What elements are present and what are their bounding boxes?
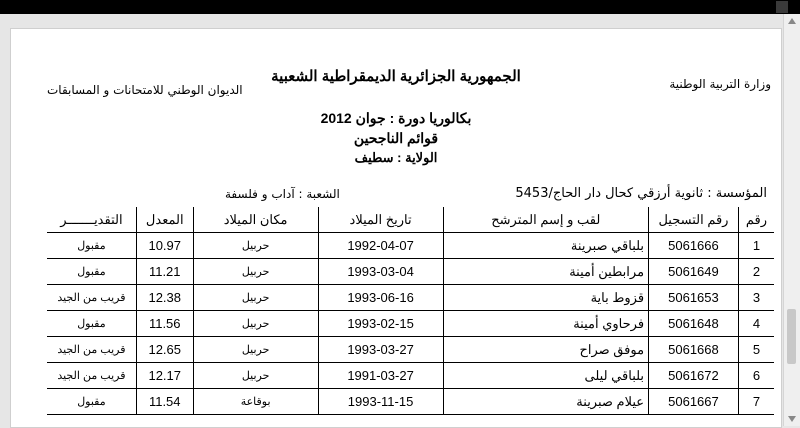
list-title: قوائم الناجحين xyxy=(353,130,439,146)
cell-average: 12.17 xyxy=(136,363,193,389)
cell-name: مرابطين أمينة xyxy=(443,259,649,285)
table-header-row xyxy=(47,207,774,233)
cell-birthplace: بوقاعة xyxy=(193,389,318,415)
cell-number: 7 xyxy=(738,389,774,415)
cell-average: 12.38 xyxy=(136,285,193,311)
cell-name: عيلام صبرينة xyxy=(443,389,649,415)
cell-average: 11.21 xyxy=(136,259,193,285)
cell-name: موفق صراح xyxy=(443,337,649,363)
results-table xyxy=(47,207,774,415)
col-number: رقم xyxy=(738,207,774,233)
cell-grade: مقبول xyxy=(47,389,136,415)
republic-title: الجمهورية الجزائرية الديمقراطية الشعبية xyxy=(271,68,521,85)
window-top-bar xyxy=(0,0,800,14)
cell-average: 12.65 xyxy=(136,337,193,363)
table-row xyxy=(47,233,774,259)
col-birthplace: مكان الميلاد xyxy=(193,207,318,233)
cell-registration: 5061666 xyxy=(649,233,739,259)
cell-name: قزوط باية xyxy=(443,285,649,311)
cell-number: 1 xyxy=(738,233,774,259)
table-row xyxy=(47,389,774,415)
cell-birthplace: حربيل xyxy=(193,285,318,311)
cell-registration: 5061668 xyxy=(649,337,739,363)
cell-birthdate: 1992-04-07 xyxy=(318,233,443,259)
cell-average: 11.54 xyxy=(136,389,193,415)
cell-grade: مقبول xyxy=(47,311,136,337)
cell-name: بلباقي ليلى xyxy=(443,363,649,389)
school-label: المؤسسة : ثانوية أرزقي كحال دار الحاج/5453 xyxy=(515,186,767,201)
cell-grade: مقبول xyxy=(47,233,136,259)
cell-number: 3 xyxy=(738,285,774,311)
table-row xyxy=(47,285,774,311)
cell-average: 10.97 xyxy=(136,233,193,259)
cell-birthdate: 1993-03-04 xyxy=(318,259,443,285)
cell-birthdate: 1991-03-27 xyxy=(318,363,443,389)
scroll-up-icon[interactable] xyxy=(788,18,796,24)
cell-name: فرحاوي أمينة xyxy=(443,311,649,337)
col-grade: التقديـــــــر xyxy=(47,207,136,233)
table-row xyxy=(47,311,774,337)
cell-number: 5 xyxy=(738,337,774,363)
vertical-scrollbar[interactable] xyxy=(783,14,800,426)
cell-birthplace: حربيل xyxy=(193,259,318,285)
table-row xyxy=(47,259,774,285)
cell-average: 11.56 xyxy=(136,311,193,337)
cell-registration: 5061653 xyxy=(649,285,739,311)
table-row xyxy=(47,337,774,363)
document-page xyxy=(10,28,782,428)
exam-session: بكالوريا دورة : جوان 2012 xyxy=(320,110,472,126)
cell-birthdate: 1993-02-15 xyxy=(318,311,443,337)
cell-grade: قريب من الجيد xyxy=(47,337,136,363)
cell-number: 2 xyxy=(738,259,774,285)
cell-grade: مقبول xyxy=(47,259,136,285)
col-birthdate: تاريخ الميلاد xyxy=(318,207,443,233)
cell-grade: قريب من الجيد xyxy=(47,363,136,389)
cell-number: 6 xyxy=(738,363,774,389)
col-registration: رقم التسجيل xyxy=(649,207,739,233)
cell-number: 4 xyxy=(738,311,774,337)
table-row xyxy=(47,363,774,389)
cell-birthdate: 1993-03-27 xyxy=(318,337,443,363)
cell-birthdate: 1993-11-15 xyxy=(318,389,443,415)
scroll-thumb[interactable] xyxy=(787,309,796,364)
col-name: لقب و إسم المترشح xyxy=(443,207,649,233)
office-label: الديوان الوطني للامتحانات و المسابقات xyxy=(47,83,243,97)
cell-name: بلباقي صبرينة xyxy=(443,233,649,259)
cell-registration: 5061672 xyxy=(649,363,739,389)
branch-label: الشعبة : آداب و فلسفة xyxy=(225,187,340,201)
cell-birthdate: 1993-06-16 xyxy=(318,285,443,311)
close-icon[interactable] xyxy=(776,1,788,13)
cell-birthplace: حربيل xyxy=(193,311,318,337)
cell-grade: قريب من الجيد xyxy=(47,285,136,311)
cell-registration: 5061649 xyxy=(649,259,739,285)
cell-registration: 5061648 xyxy=(649,311,739,337)
col-average: المعدل xyxy=(136,207,193,233)
ministry-label: وزارة التربية الوطنية xyxy=(669,77,771,91)
cell-birthplace: حربيل xyxy=(193,337,318,363)
cell-birthplace: حربيل xyxy=(193,233,318,259)
cell-registration: 5061667 xyxy=(649,389,739,415)
wilaya-label: الولاية : سطيف xyxy=(354,150,438,165)
scroll-down-icon[interactable] xyxy=(788,416,796,422)
cell-birthplace: حربيل xyxy=(193,363,318,389)
